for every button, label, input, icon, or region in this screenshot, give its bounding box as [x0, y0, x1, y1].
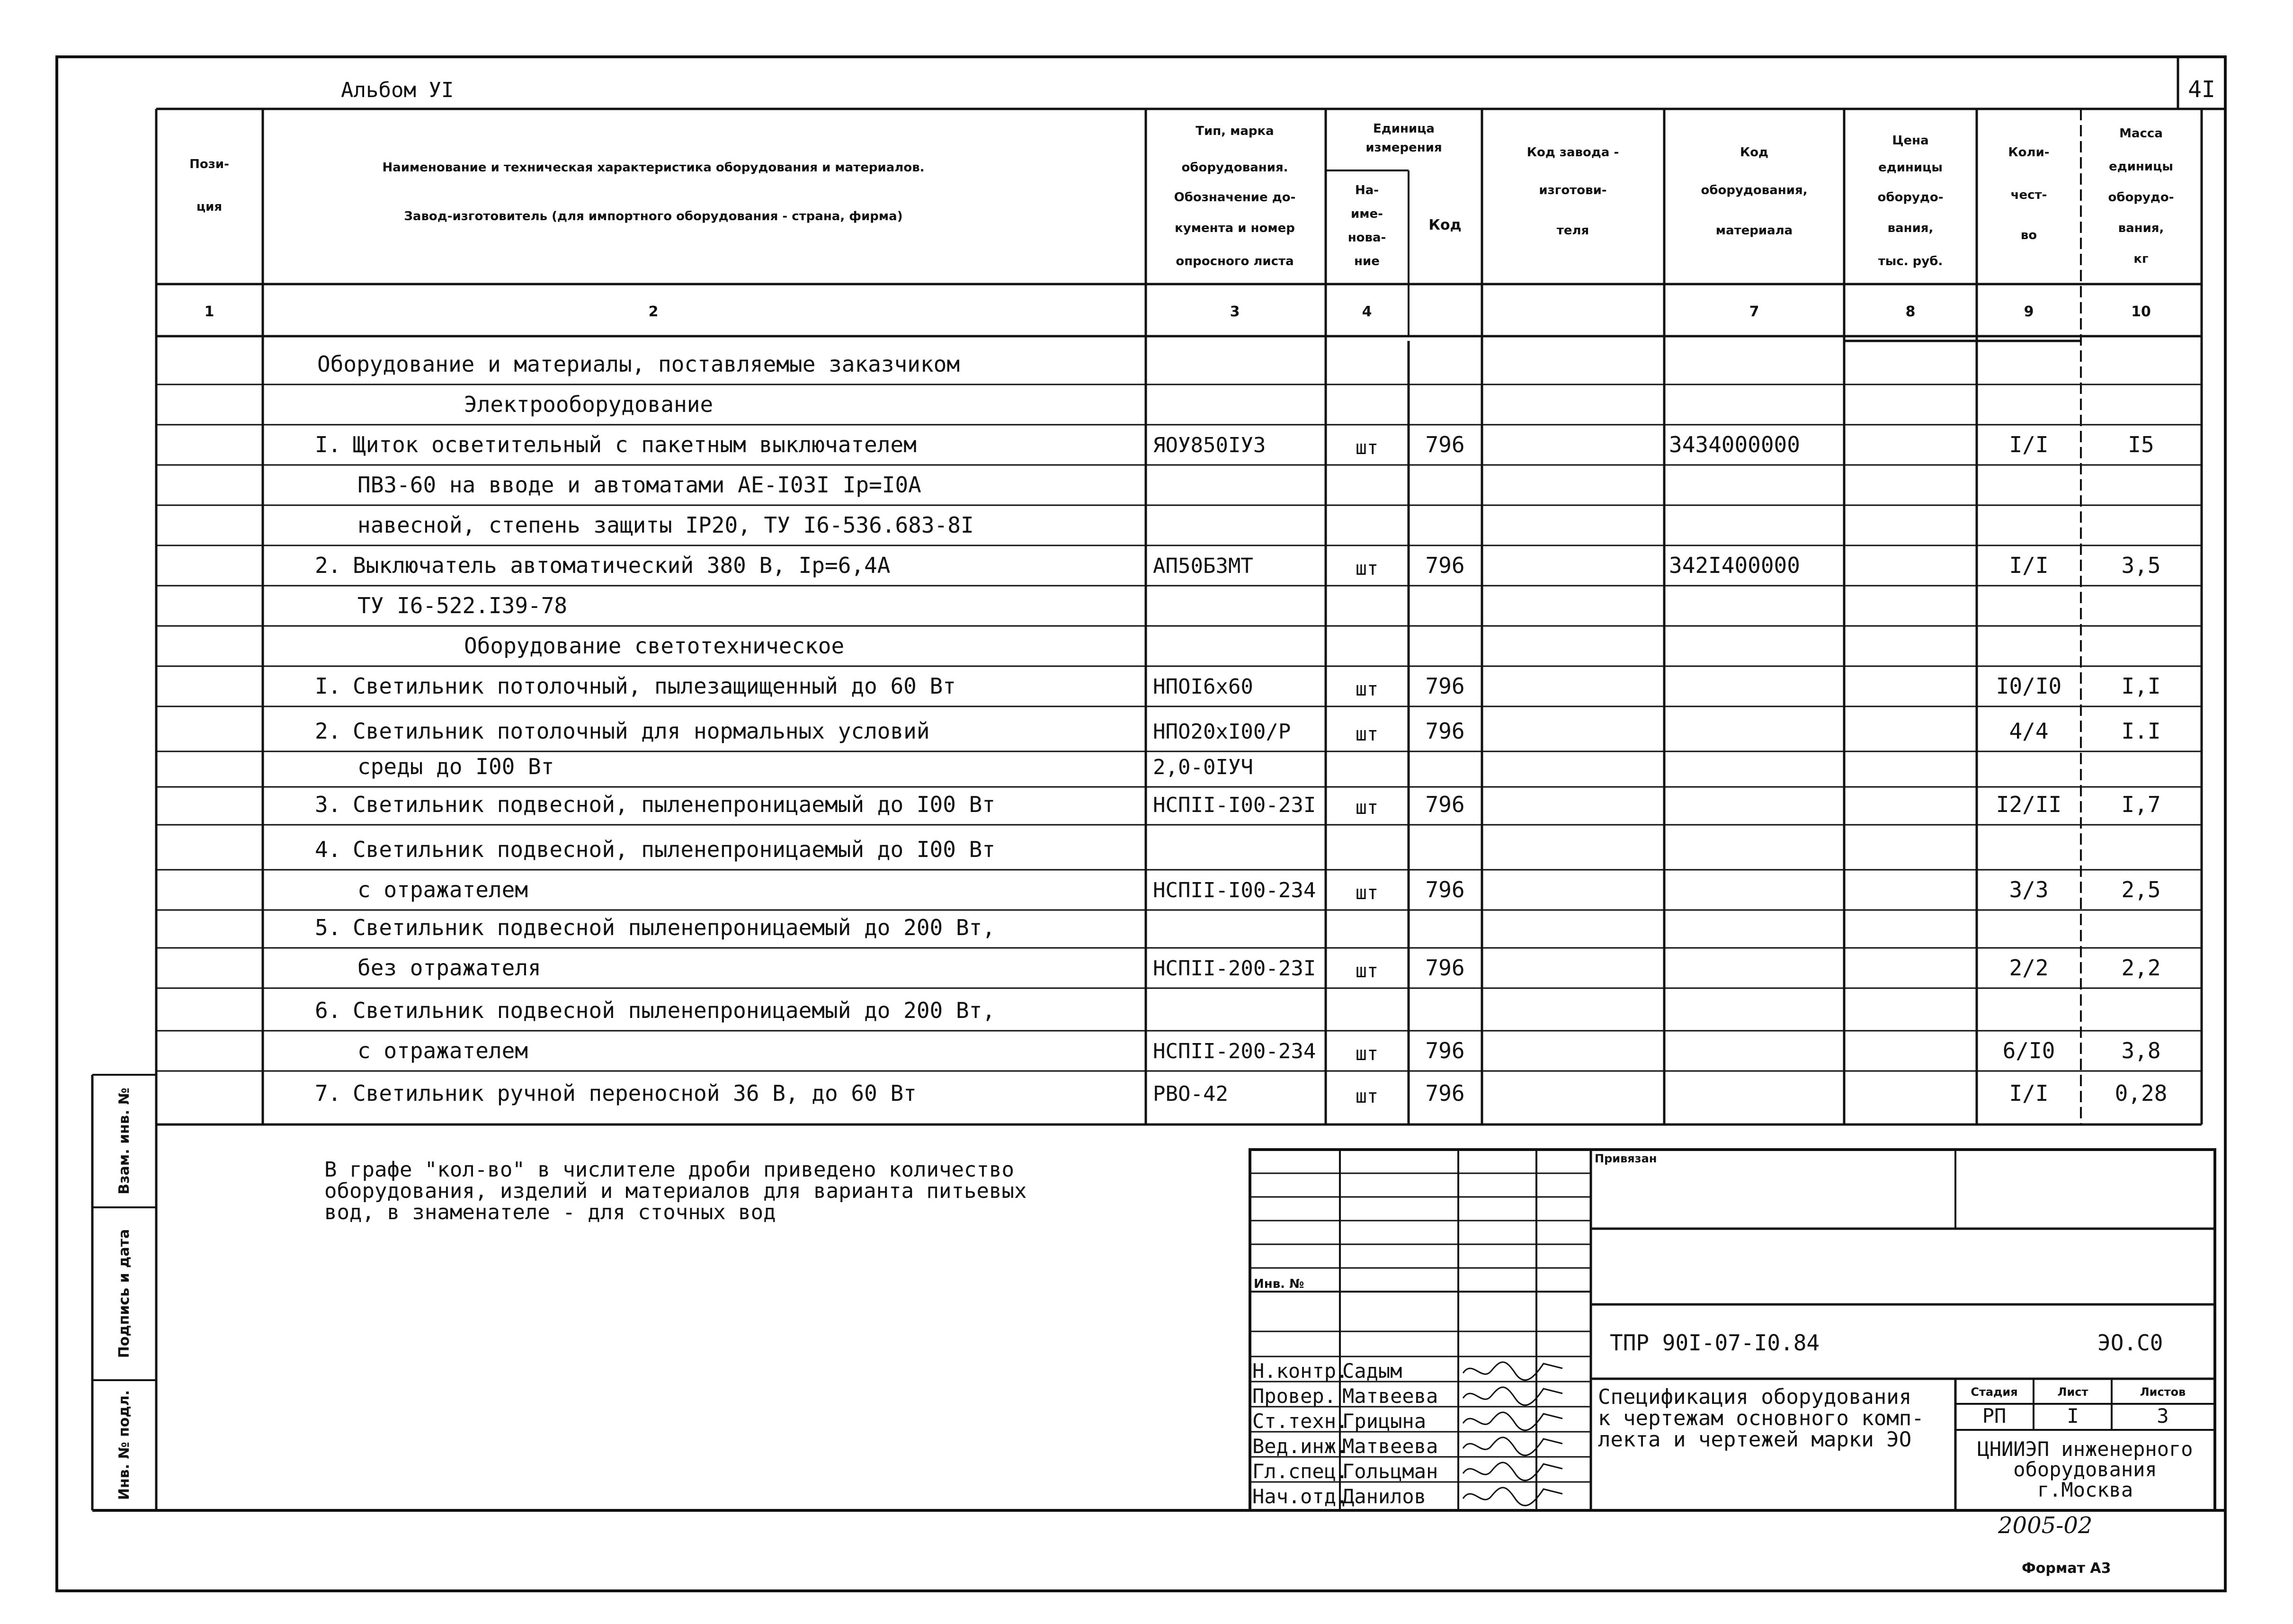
note-line-3: вод, в знаменателе - для сточных вод	[324, 1200, 776, 1224]
row-mass: I,I	[2121, 673, 2161, 699]
row-unit: шт	[1355, 437, 1379, 459]
row-name: среды до I00 Вт	[357, 754, 554, 779]
signer-name: Гольцман	[1342, 1460, 1438, 1483]
sheet-label: Лист	[2057, 1385, 2088, 1399]
header-unit-code: Код	[1428, 217, 1462, 233]
row-type: НПОI6х60	[1153, 675, 1253, 699]
row-type: НСПII-I00-23I	[1153, 793, 1316, 817]
note-line-2: оборудования, изделий и материалов для варианта питьевых	[324, 1179, 1027, 1203]
header-type-1: Тип, марка	[1196, 124, 1274, 138]
row-position: I.	[315, 673, 341, 699]
row-unit: шт	[1355, 723, 1379, 745]
row-type: НПО20хI00/Р	[1153, 720, 1291, 744]
column-number: 8	[1905, 303, 1916, 320]
row-type: РВО-42	[1153, 1082, 1228, 1106]
header-name-2: Завод-изготовитель (для импортного оборудования - страна, фирма)	[404, 209, 903, 223]
signer-role: Гл.спец.	[1252, 1460, 1348, 1483]
margin-label-inv-original: Инв. № подл.	[116, 1390, 133, 1500]
header-quantity-1: Коли-	[2008, 145, 2050, 160]
row-type: 2,0-0IУЧ	[1153, 755, 1253, 779]
stage-sheet-labels	[1971, 1385, 2186, 1399]
row-type: АП50БЗМТ	[1153, 554, 1253, 578]
section-heading: Оборудование и материалы, поставляемые заказчиком	[317, 351, 960, 377]
signer-name: Грицына	[1342, 1410, 1427, 1433]
row-unit-code: 796	[1425, 673, 1465, 699]
row-position: 6.	[315, 998, 341, 1023]
header-position-1: Пози-	[189, 157, 229, 171]
sheets-label: Листов	[2140, 1385, 2186, 1399]
signer-role: Провер.	[1252, 1384, 1337, 1408]
row-mass: I,7	[2121, 792, 2161, 817]
row-mass: 2,2	[2121, 955, 2161, 981]
signer-name: Матвеева	[1342, 1435, 1438, 1458]
row-position: 3.	[315, 792, 341, 817]
row-mass: 3,8	[2121, 1038, 2161, 1063]
row-mass: 0,28	[2115, 1080, 2168, 1106]
album-label: Альбом УI	[341, 78, 454, 102]
row-mass: 3,5	[2121, 553, 2161, 578]
row-unit-code: 796	[1425, 877, 1465, 902]
column-number: 4	[1362, 303, 1372, 320]
row-unit: шт	[1355, 1086, 1379, 1107]
column-number: 7	[1749, 303, 1759, 320]
row-name: ТУ I6-522.I39-78	[357, 593, 568, 618]
row-unit: шт	[1355, 678, 1379, 700]
row-quantity: 4/4	[2009, 718, 2049, 744]
column-number: 2	[648, 303, 659, 320]
row-name: Светильник подвесной пыленепроницаемый до 200 Вт,	[353, 915, 996, 940]
row-type: НСПII-200-23I	[1153, 956, 1316, 981]
row-name: ПВЗ-60 на вводе и автоматами АЕ-I03I Iр=I0А	[357, 472, 921, 498]
row-name: Выключатель автоматический 380 В, Iр=6,4А	[353, 553, 891, 578]
org-line-3: г.Москва	[2037, 1478, 2133, 1501]
header-price-4: вания,	[1887, 221, 1934, 235]
header-maker-code-2: изготови-	[1539, 183, 1607, 197]
header-price-1: Цена	[1892, 134, 1929, 148]
row-unit: шт	[1355, 960, 1379, 982]
frame	[57, 57, 2225, 1591]
row-position: 4.	[315, 837, 341, 862]
title-line-2: к чертежам основного комп-	[1598, 1406, 1924, 1430]
subsection-heading: Электрооборудование	[464, 392, 714, 417]
header-unit-group-1: Единица	[1373, 122, 1435, 136]
stage-label: Стадия	[1971, 1385, 2018, 1399]
signature-mark	[1463, 1437, 1562, 1455]
row-type: ЯОУ850IУЗ	[1153, 433, 1266, 457]
header-unit-group-2: измерения	[1365, 141, 1442, 155]
header-mass-3: оборудо-	[2108, 190, 2174, 205]
signer-name: Матвеева	[1342, 1384, 1438, 1408]
row-quantity: 6/I0	[2002, 1038, 2055, 1063]
signer-name: Садым	[1342, 1359, 1402, 1383]
bound-label: Привязан	[1595, 1152, 1657, 1165]
row-name: Светильник подвесной, пыленепроницаемый до I00 Вт	[353, 792, 996, 817]
row-position: 2.	[315, 718, 341, 744]
header-maker-code-3: теля	[1556, 223, 1589, 238]
header-mass-4: вания,	[2118, 221, 2164, 235]
org-line-1: ЦНИИЭП инженерного	[1977, 1437, 2193, 1461]
column-number: 1	[204, 303, 214, 320]
row-unit: шт	[1355, 558, 1379, 580]
row-quantity: 3/3	[2009, 877, 2049, 902]
header-mass-5: кг	[2133, 252, 2149, 266]
row-unit-code: 796	[1425, 1080, 1465, 1106]
row-name: с отражателем	[357, 1038, 528, 1063]
row-name: Светильник ручной переносной 36 В, до 60 Вт	[353, 1080, 917, 1106]
signature-mark	[1463, 1463, 1562, 1481]
row-position: I.	[315, 432, 341, 457]
row-equipment-code: 3434000000	[1669, 432, 1800, 457]
row-unit-code: 796	[1425, 1038, 1465, 1063]
header-equipment-code-1: Код	[1740, 145, 1769, 160]
header-maker-code-1: Код завода -	[1526, 145, 1619, 160]
row-unit-code: 796	[1425, 955, 1465, 981]
column-number: 9	[2024, 303, 2034, 320]
row-unit-code: 796	[1425, 432, 1465, 457]
note-line-1: В графе "кол-во" в числителе дроби приведено количество	[324, 1158, 1014, 1182]
org-line-2: оборудования	[2013, 1458, 2157, 1481]
row-quantity: I/I	[2009, 553, 2049, 578]
signer-role: Вед.инж.	[1252, 1435, 1348, 1458]
header-type-2: оборудования.	[1181, 161, 1288, 175]
row-mass: I.I	[2121, 718, 2161, 744]
row-quantity: 2/2	[2009, 955, 2049, 981]
row-quantity: I0/I0	[1996, 673, 2062, 699]
header-price-2: единицы	[1878, 161, 1943, 175]
header-name-1: Наименование и техническая характеристика оборудования и материалов.	[382, 161, 925, 175]
signature-mark	[1463, 1488, 1562, 1506]
row-unit: шт	[1355, 882, 1379, 904]
header-quantity-3: во	[2020, 228, 2037, 242]
header-type-3: Обозначение до-	[1174, 190, 1296, 205]
row-name: Светильник подвесной пыленепроницаемый до 200 Вт,	[353, 998, 996, 1023]
page-number: 4I	[2188, 76, 2215, 103]
stage-sheet-values	[1982, 1404, 2169, 1428]
row-name: без отражателя	[357, 955, 541, 981]
header-equipment-code-2: оборудования,	[1701, 183, 1808, 197]
row-name: Щиток осветительный с пакетным выключателем	[353, 432, 917, 457]
footnote	[324, 1158, 1026, 1224]
row-unit-code: 796	[1425, 718, 1465, 744]
row-position: 7.	[315, 1080, 341, 1106]
header-unit-name-4: ние	[1354, 254, 1380, 268]
row-unit: шт	[1355, 1043, 1379, 1065]
inventory-no-label: Инв. №	[1254, 1277, 1304, 1291]
header-quantity-2: чест-	[2010, 188, 2047, 202]
row-name: Светильник потолочный, пылезащищенный до 60 Вт	[353, 673, 956, 699]
header-unit-name-1: На-	[1355, 183, 1379, 197]
row-name: Светильник потолочный для нормальных условий	[353, 718, 930, 744]
row-unit-code: 796	[1425, 553, 1465, 578]
format-label: Формат А3	[2022, 1560, 2111, 1577]
margin-label-replace-inv: Взам. инв. №	[116, 1088, 133, 1195]
signer-role: Ст.техн.	[1252, 1410, 1348, 1433]
row-quantity: I2/II	[1996, 792, 2062, 817]
document-title	[1598, 1385, 1924, 1452]
signature-mark	[1463, 1387, 1562, 1405]
header-equipment-code-3: материала	[1715, 223, 1793, 238]
row-position: 2.	[315, 553, 341, 578]
subsection-heading: Оборудование светотехническое	[464, 633, 845, 659]
header-unit-name-3: нова-	[1347, 231, 1386, 245]
stage-value: РП	[1982, 1404, 2007, 1428]
sheets-value: 3	[2157, 1404, 2169, 1428]
row-unit-code: 796	[1425, 792, 1465, 817]
header-mass-1: Масса	[2119, 126, 2163, 141]
header-mass-2: единицы	[2109, 160, 2173, 174]
row-position: 5.	[315, 915, 341, 940]
row-name: навесной, степень защиты IP20, ТУ I6-536.683-8I	[357, 512, 974, 538]
column-number: 10	[2131, 303, 2151, 320]
header-type-4: кумента и номер	[1175, 221, 1295, 235]
row-equipment-code: 342I400000	[1669, 553, 1800, 578]
column-number: 3	[1230, 303, 1240, 320]
row-name: Светильник подвесной, пыленепроницаемый до I00 Вт	[353, 837, 996, 862]
row-unit: шт	[1355, 797, 1379, 819]
table-header	[189, 122, 2174, 268]
row-type: НСПII-I00-234	[1153, 878, 1316, 902]
stamp-date: 2005-02	[1998, 1512, 2093, 1539]
column-numbers	[205, 303, 2151, 320]
document-mark: ЭО.С0	[2097, 1330, 2163, 1356]
title-line-3: лекта и чертежей марки ЭО	[1598, 1428, 1912, 1452]
document-code: ТПР 90I-07-I0.84	[1610, 1330, 1820, 1356]
row-name: с отражателем	[357, 877, 528, 902]
sheet-value: I	[2067, 1404, 2079, 1428]
header-type-5: опросного листа	[1176, 254, 1294, 268]
row-quantity: I/I	[2009, 432, 2049, 457]
row-mass: 2,5	[2121, 877, 2161, 902]
header-price-5: тыс. руб.	[1878, 254, 1943, 268]
signature-mark	[1463, 1412, 1562, 1430]
row-quantity: I/I	[2009, 1080, 2049, 1106]
row-type: НСПII-200-234	[1153, 1039, 1316, 1063]
header-position-2: ция	[196, 200, 223, 214]
margin-label-signature-date: Подпись и дата	[116, 1229, 133, 1358]
signer-role: Нач.отд.	[1252, 1485, 1348, 1508]
organization	[1977, 1437, 2193, 1501]
signature-mark	[1463, 1362, 1562, 1380]
header-price-3: оборудо-	[1877, 190, 1944, 205]
row-mass: I5	[2128, 432, 2154, 457]
signer-name: Данилов	[1342, 1485, 1427, 1508]
header-unit-name-2: име-	[1351, 207, 1383, 221]
signer-role: Н.контр.	[1252, 1359, 1348, 1383]
title-line-1: Спецификация оборудования	[1598, 1385, 1912, 1409]
